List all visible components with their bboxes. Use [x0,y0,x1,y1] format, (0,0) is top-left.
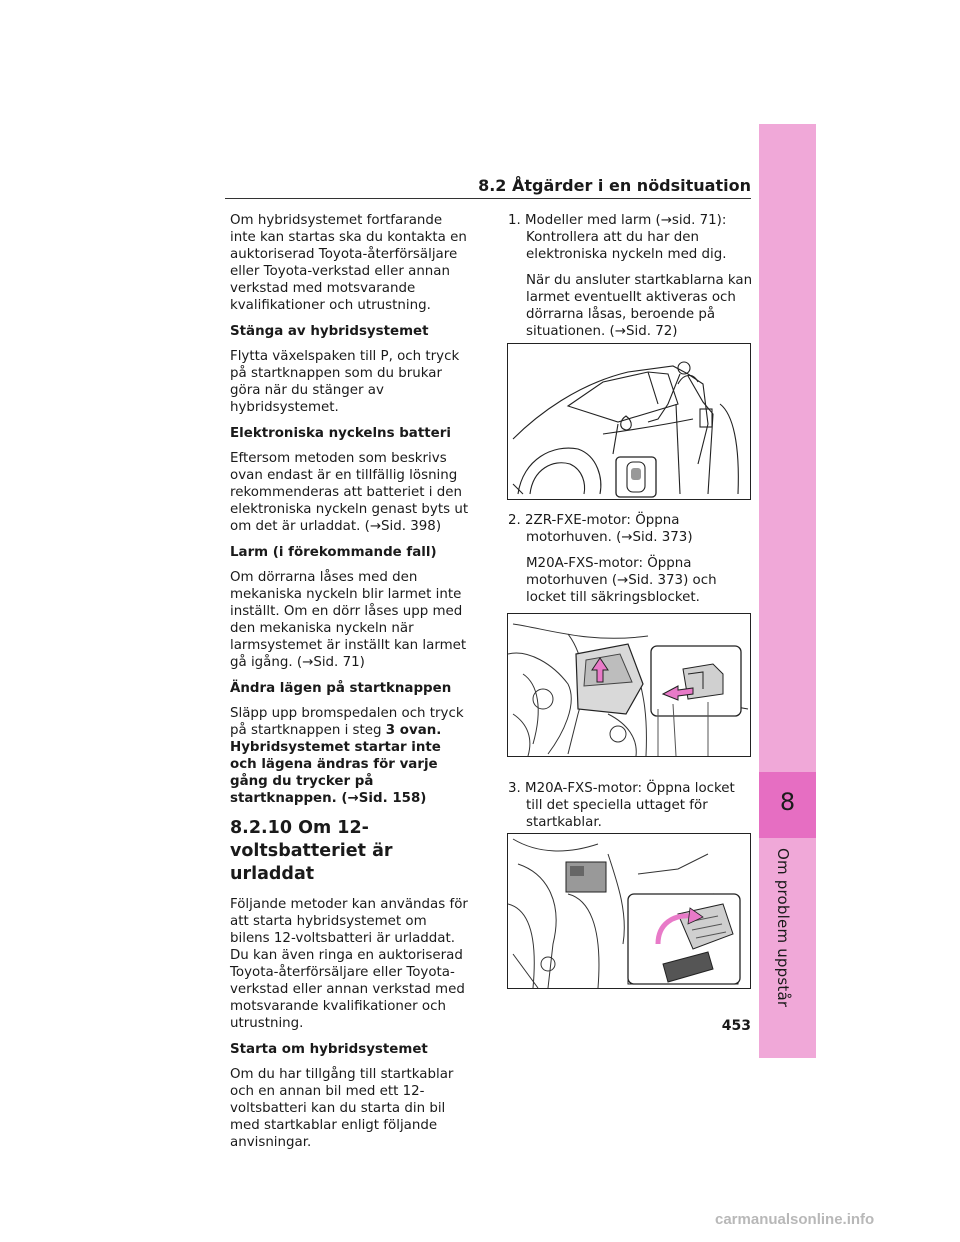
header-rule [225,198,751,199]
car-key-drawing [508,344,750,499]
paragraph: Om hybridsystemet fortfarande inte kan startas ska du kontakta en auktoriserad Toyota-återförsäljare eller Toyota-verkstad eller annan verkstad med motsvarande kvalifikationer och utrustning. [230,213,467,313]
step-2: 2. 2ZR-FXE-motor: Öppna motorhuven. (→Sid. 373) [508,513,693,545]
page-number: 453 [721,1018,751,1034]
right-column-part-2 [508,512,753,615]
jump-terminal-drawing [508,834,750,988]
subheading: Stänga av hybridsystemet [230,324,429,339]
paragraph [230,705,470,807]
step-1-note: När du ansluter startkablarna kan larmet eventuellt aktiveras och dörrarna låsas, beroende på situationen. (→Sid. 72) [526,273,753,339]
paragraph: Om du har tillgång till startkablar och en annan bil med ett 12-voltsbatteri kan du starta din bil med startkablar enligt följande anvisningar. [230,1067,454,1150]
left-column [230,212,470,1160]
right-column-part-3 [508,780,753,840]
chapter-number: 8 [779,788,796,816]
section-heading: 8.2.10 Om 12-voltsbatteriet är urladdat [230,818,393,884]
step-3: 3. M20A-FXS-motor: Öppna locket till det speciella uttaget för startkablar. [508,781,735,830]
subheading: Ändra lägen på startknappen [230,681,452,696]
step-2-note: M20A-FXS-motor: Öppna motorhuven (→Sid. 373) och locket till säkringsblocket. [526,556,717,605]
step-1: 1. Modeller med larm (→sid. 71): Kontrollera att du har den elektroniska nyckeln med dig. [508,213,727,262]
subheading: Starta om hybridsystemet [230,1042,428,1057]
figure-jump-terminal-illustration [507,833,751,989]
paragraph: Flytta växelspaken till P, och tryck på startknappen som du brukar göra när du stänger av hybridsystemet. [230,349,460,415]
paragraph-bold-text: 3 ovan. Hybridsystemet startar inte och lägena ändras för varje gång du trycker på startknappen. (→Sid. 158) [230,723,442,806]
paragraph-text: Släpp upp bromspedalen och tryck på startknappen i steg [230,706,464,738]
subheading: Larm (i förekommande fall) [230,545,437,560]
chapter-label: Om problem uppstår [774,848,792,1008]
right-column [508,212,753,349]
paragraph: Eftersom metoden som beskrivs ovan endast är en tillfällig lösning rekommenderas att batteriet i den elektroniska nyckeln genast byts ut om det är urladdat. (→Sid. 398) [230,451,469,534]
section-header: 8.2 Åtgärder i en nödsituation [478,176,751,195]
watermark: carmanualsonline.info [715,1211,875,1228]
figure-car-key-illustration [507,343,751,500]
subheading: Elektroniska nyckelns batteri [230,426,451,441]
paragraph: Om dörrarna låses med den mekaniska nyckeln blir larmet inte inställt. Om en dörr låses upp med den mekaniska nyckeln när larmsystemet är inställt kan larmet gå igång. (→Sid. 71) [230,570,467,670]
figure-fuse-box-illustration [507,613,751,757]
fuse-box-drawing [508,614,750,756]
paragraph: Följande metoder kan användas för att starta hybridsystemet om bilens 12-voltsbatteri är urladdat. Du kan även ringa en auktoriserad Toyota-återförsäljare eller Toyota-verkstad eller annan verkstad med motsvarande kvalifikationer och utrustning. [230,897,468,1031]
